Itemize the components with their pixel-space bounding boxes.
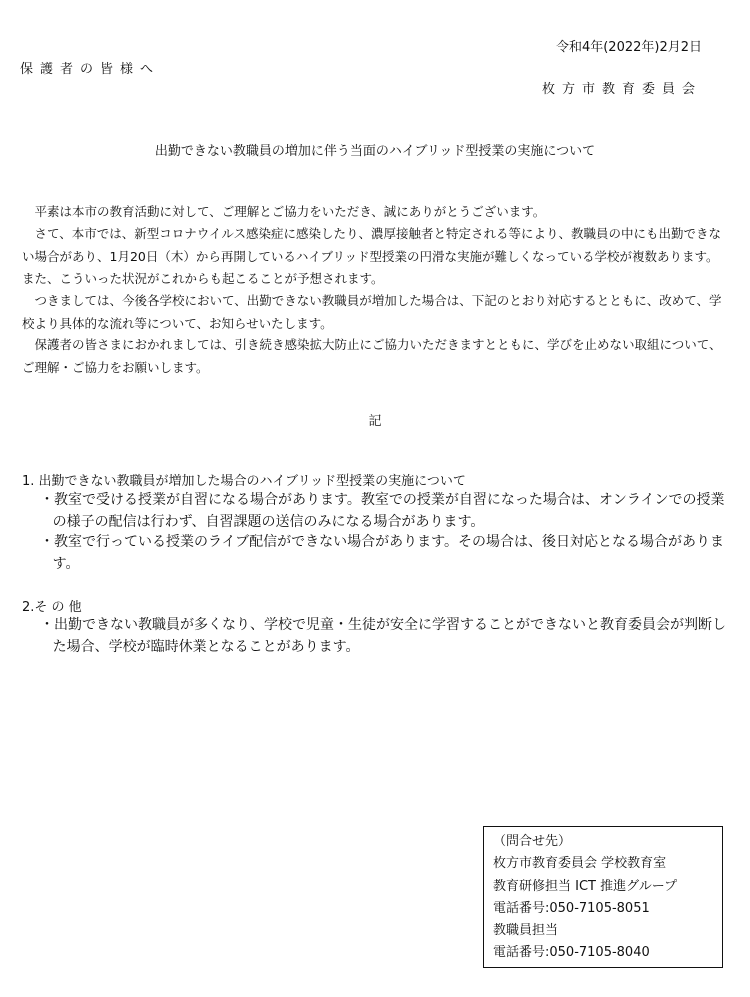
document-title: 出勤できない教職員の増加に伴う当面のハイブリッド型授業の実施について — [154, 144, 596, 159]
body-paragraph-request: 保護者の皆さまにおかれましては、引き続き感染拡大防止にご協力いただきますとともに、学びを止めない取組について、ご理解・ご協力をお願いします。 — [22, 337, 722, 375]
contact-box — [483, 826, 723, 968]
recipient-line: 保護者の皆様へ — [20, 62, 161, 77]
body-paragraph-situation: さて、本市では、新型コロナウイルス感染症に感染したり、濃厚接触者と特定される等により、教職員の中にも出勤できない場合があり、1月20日（木）から再開しているハイブリッド型授業の円滑な実施が難しくなっている学校が複数あります。また、こういった状況がこれからも起こることが予想されます。 — [22, 226, 722, 286]
contact-phone-ict: 電話番号:050-7105-8051 — [493, 900, 650, 916]
issue-date: 令和4年(2022年)2月2日 — [555, 40, 702, 55]
section-heading-hybrid: 1. 出勤できない教職員が増加した場合のハイブリッド型授業の実施について — [22, 474, 466, 489]
contact-group: 教育研修担当 ICT 推進グループ — [493, 878, 678, 894]
contact-phone-staff: 電話番号:050-7105-8040 — [493, 945, 650, 961]
contact-staff-section: 教職員担当 — [493, 923, 559, 939]
contact-label: （問合せ先） — [493, 834, 572, 849]
contact-office: 枚方市教育委員会 学校教育室 — [493, 856, 667, 872]
sender-name: 枚方市教育委員会 — [541, 82, 702, 97]
list-item-live-stream: ・教室で行っている授業のライブ配信ができない場合があります。その場合は、後日対応となる場合があります。 — [40, 534, 725, 572]
section-heading-other: 2.そ の 他 — [22, 600, 82, 615]
body-paragraph-greeting: 平素は本市の教育活動に対して、ご理解とご協力をいただき、誠にありがとうございます。 — [34, 204, 546, 219]
list-item-self-study: ・教室で受ける授業が自習になる場合があります。教室での授業が自習になった場合は、オンラインでの授業の様子の配信は行わず、自習課題の送信のみになる場合があります。 — [40, 492, 725, 530]
ki-heading: 記 — [368, 414, 382, 429]
body-paragraph-response: つきましては、今後各学校において、出勤できない教職員が増加した場合は、下記のとおり対応するとともに、改めて、学校より具体的な流れ等について、お知らせいたします。 — [22, 293, 722, 331]
list-item-closure: ・出勤できない教職員が多くなり、学校で児童・生徒が安全に学習することができないと教育委員会が判断した場合、学校が臨時休業となることがあります。 — [40, 617, 726, 655]
